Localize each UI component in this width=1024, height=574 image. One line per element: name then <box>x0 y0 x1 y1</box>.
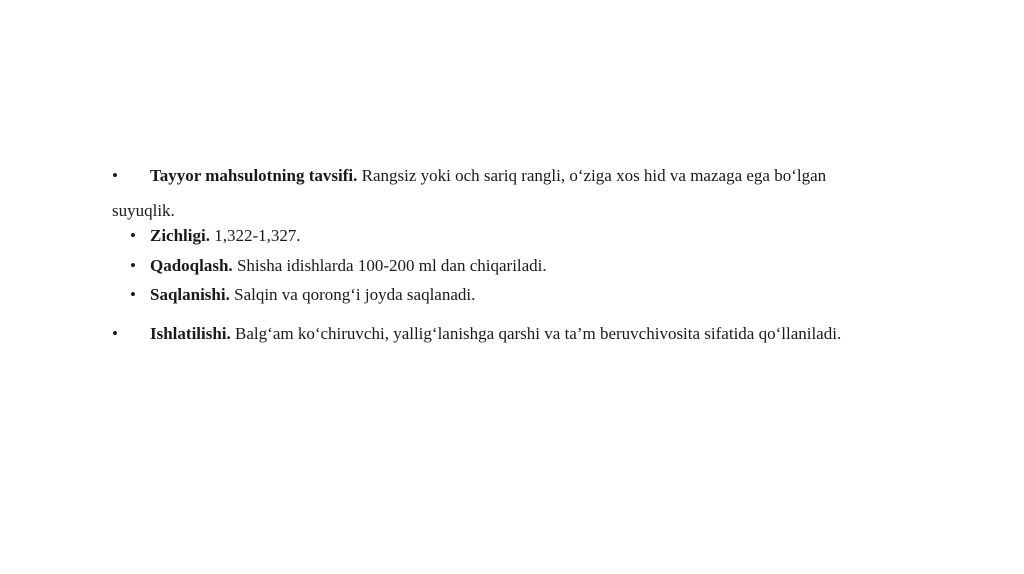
item-text: 1,322-1,327. <box>209 226 301 245</box>
list-item-packaging <box>150 256 547 276</box>
item-text: Shisha idishlarda 100-200 ml dan chiqariladi. <box>232 256 547 275</box>
list-item-continuation: suyuqlik. <box>112 201 175 220</box>
list-item-usage <box>150 324 841 344</box>
item-text: Rangsiz yoki och sariq rangli, o‘ziga xos hid va mazaga ega bo‘lgan <box>357 166 827 185</box>
list-item-storage <box>150 285 475 305</box>
bullet-marker: • <box>130 285 136 304</box>
bullet-marker: • <box>130 226 136 245</box>
item-heading: Ishlatilishi. <box>150 324 231 343</box>
item-text: Balg‘am ko‘chiruvchi, yallig‘lanishga qarshi va ta’m beruvchivosita sifatida qo‘llaniladi. <box>230 324 842 343</box>
bullet-marker: • <box>112 324 118 343</box>
item-heading: Qadoqlash. <box>150 256 233 275</box>
item-heading: Saqlanishi. <box>150 285 230 304</box>
list-item-density <box>150 226 301 246</box>
item-heading: Zichligi. <box>150 226 210 245</box>
bullet-marker: • <box>112 166 118 185</box>
item-heading: Tayyor mahsulotning tavsifi. <box>150 166 358 185</box>
item-text: Salqin va qorong‘i joyda saqlanadi. <box>229 285 476 304</box>
list-item-description <box>150 166 826 186</box>
bullet-marker: • <box>130 256 136 275</box>
